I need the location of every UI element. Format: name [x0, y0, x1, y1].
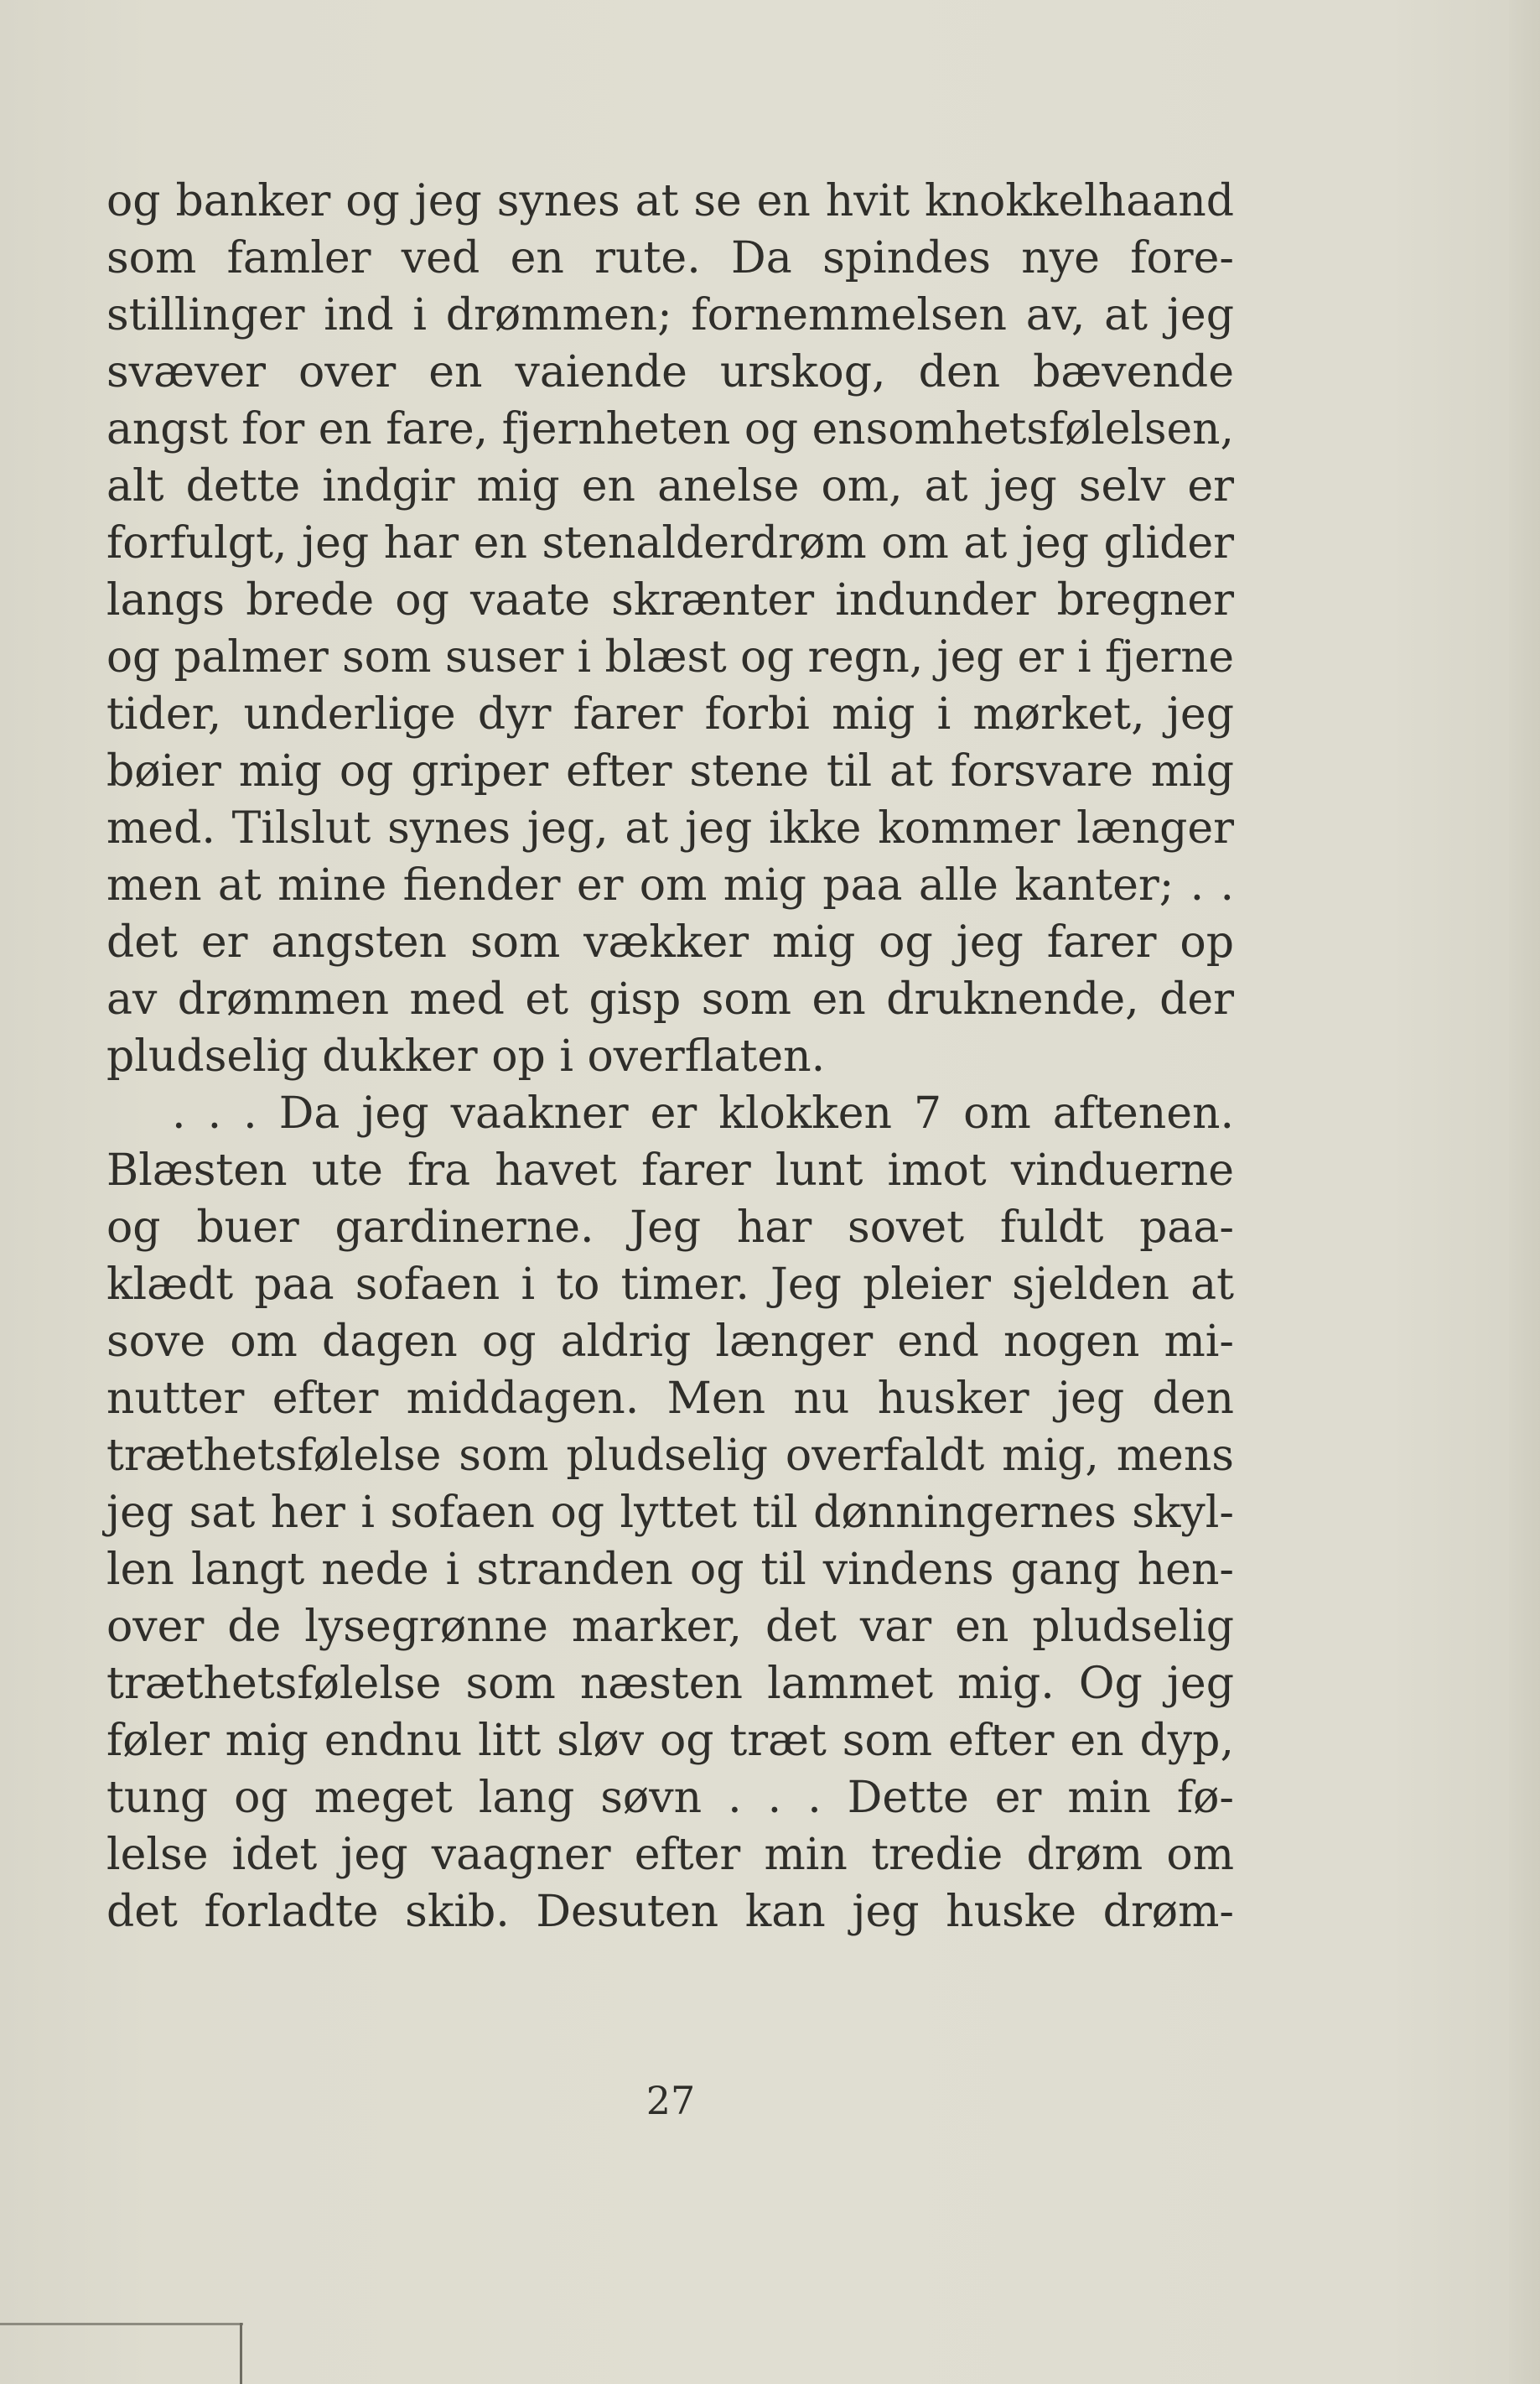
paragraph-1	[106, 173, 1234, 1085]
text-line: føler mig endnu litt sløv og træt som efter en dyp,	[106, 1716, 1234, 1766]
text-line: tung og meget lang søvn . . . Dette er min fø-	[106, 1773, 1234, 1823]
text-line: og palmer som suser i blæst og regn, jeg er i fjerne	[106, 632, 1234, 683]
text-line: det er angsten som vækker mig og jeg farer op	[106, 917, 1234, 968]
text-line: bøier mig og griper efter stene til at forsvare mig	[106, 746, 1234, 797]
text-line: angst for en fare, fjernheten og ensomhetsfølelsen,	[106, 404, 1234, 454]
text-line: træthetsfølelse som pludselig overfaldt mig, mens	[106, 1431, 1234, 1481]
paragraph-2	[106, 1085, 1234, 1940]
scan-edge-tick	[240, 2323, 242, 2384]
text-line: langs brede og vaate skrænter indunder bregner	[106, 575, 1234, 626]
text-line: med. Tilslut synes jeg, at jeg ikke kommer længer	[106, 803, 1234, 854]
text-line: og banker og jeg synes at se en hvit knokkelhaand	[106, 176, 1234, 226]
text-line: . . . Da jeg vaakner er klokken 7 om aftenen.	[106, 1088, 1234, 1139]
text-line: svæver over en vaiende urskog, den bævende	[106, 347, 1234, 397]
text-line: men at mine fiender er om mig paa alle kanter; . .	[106, 860, 1234, 911]
text-line: stillinger ind i drømmen; fornemmelsen av, at jeg	[106, 290, 1234, 340]
text-line: len langt nede i stranden og til vindens gang hen-	[106, 1545, 1234, 1595]
scan-edge-rule	[0, 2323, 243, 2325]
text-line: jeg sat her i sofaen og lyttet til dønningernes skyl-	[106, 1488, 1234, 1538]
text-line: nutter efter middagen. Men nu husker jeg den	[106, 1374, 1234, 1424]
text-line: træthetsfølelse som næsten lammet mig. Og jeg	[106, 1659, 1234, 1709]
text-line: det forladte skib. Desuten kan jeg huske drøm-	[106, 1887, 1234, 1937]
text-line: forfulgt, jeg har en stenalderdrøm om at jeg glider	[106, 518, 1234, 569]
text-line: tider, underlige dyr farer forbi mig i mørket, jeg	[106, 689, 1234, 740]
text-line: som famler ved en rute. Da spindes nye fore-	[106, 233, 1234, 283]
text-line: Blæsten ute fra havet farer lunt imot vinduerne	[106, 1145, 1234, 1196]
text-line: alt dette indgir mig en anelse om, at jeg selv er	[106, 461, 1234, 512]
text-line: over de lysegrønne marker, det var en pludselig	[106, 1602, 1234, 1652]
text-line: lelse idet jeg vaagner efter min tredie drøm om	[106, 1830, 1234, 1880]
text-line: pludselig dukker op i overflaten.	[106, 1031, 826, 1082]
text-line: klædt paa sofaen i to timer. Jeg pleier sjelden at	[106, 1260, 1234, 1310]
page-edge	[1509, 0, 1540, 2384]
text-line: av drømmen med et gisp som en druknende, der	[106, 974, 1234, 1025]
text-line: sove om dagen og aldrig længer end nogen mi-	[106, 1317, 1234, 1367]
body-text	[106, 173, 1234, 1940]
text-line: og buer gardinerne. Jeg har sovet fuldt paa-	[106, 1202, 1234, 1253]
page-number: 27	[646, 2078, 696, 2123]
